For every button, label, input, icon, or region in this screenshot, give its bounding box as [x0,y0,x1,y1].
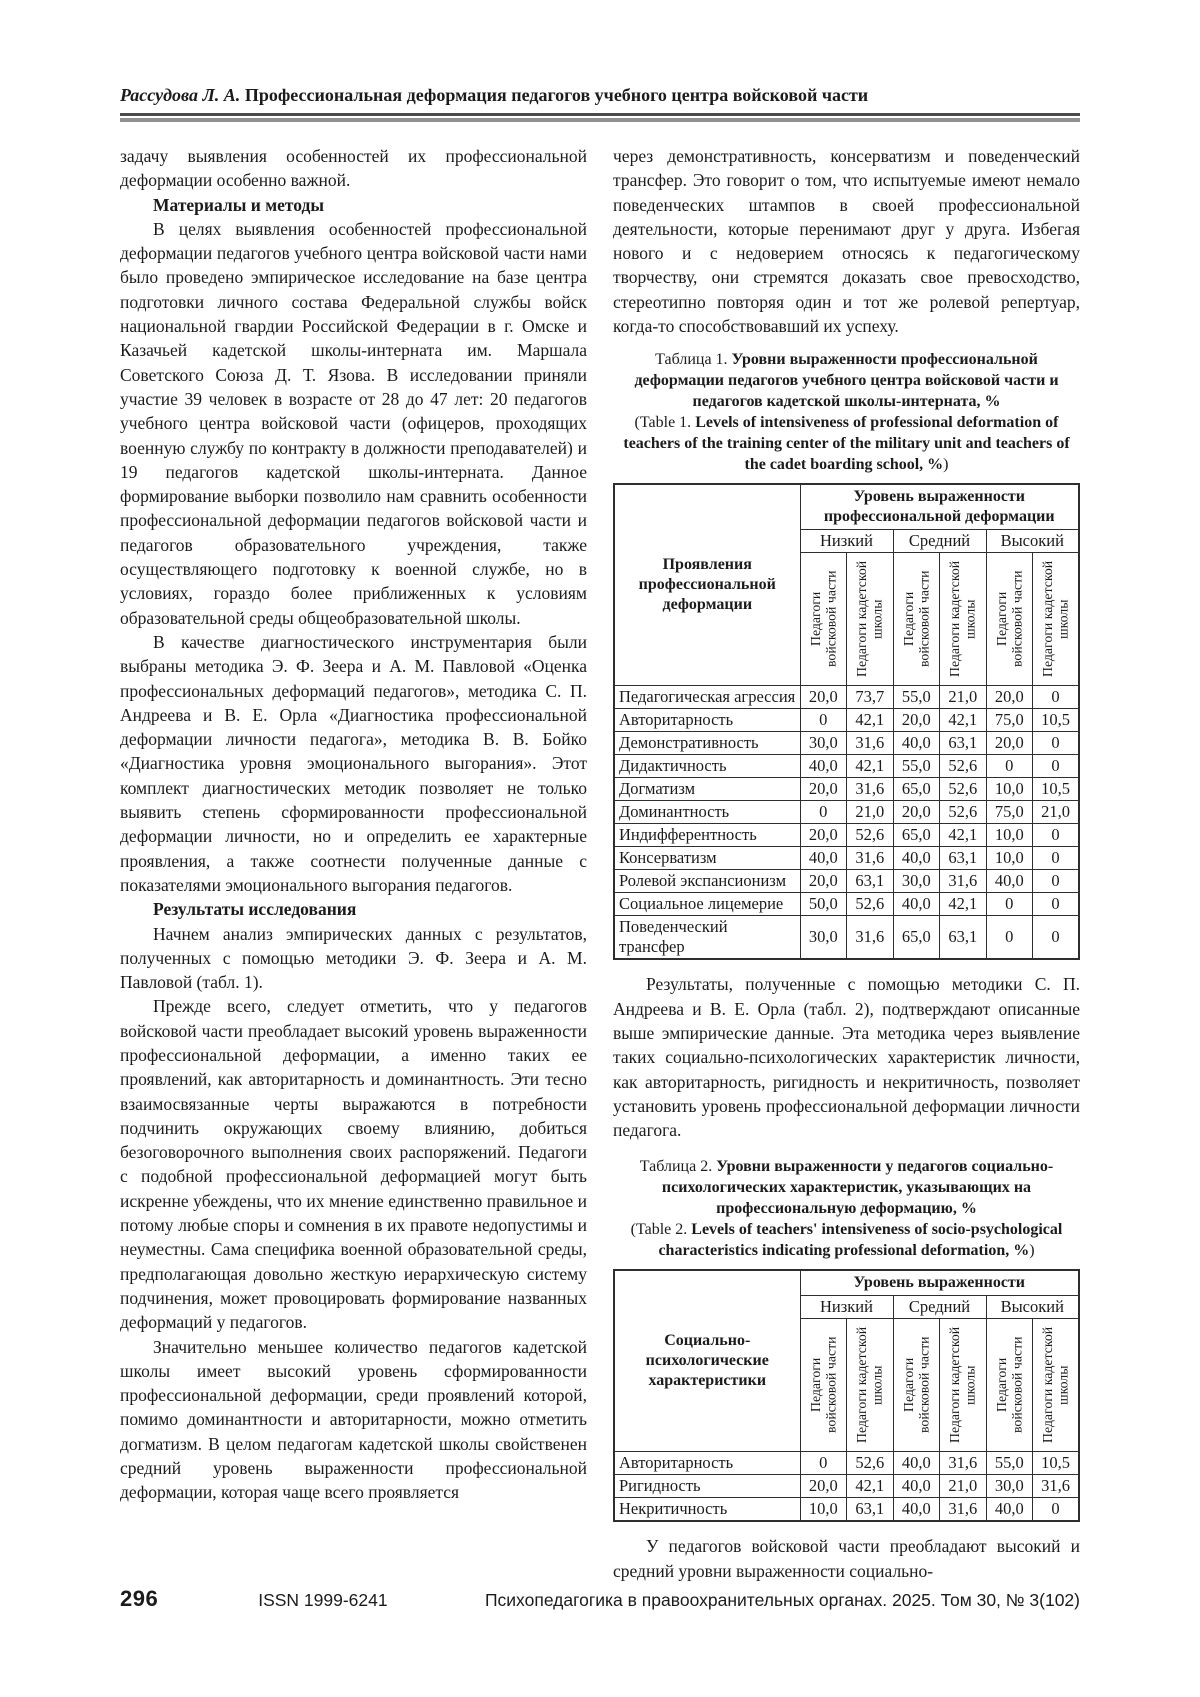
table-row: Педагогическая агрессия 20,0 73,7 55,0 21,0 20,0 0 [614,686,1079,709]
table2-stub-header: Социально-психологические характеристики [614,1270,800,1452]
table1-level-mid: Средний [893,530,986,553]
table2-level-mid: Средний [893,1296,986,1319]
two-column-body [120,144,1080,1583]
table-row: Авторитарность 0 42,1 20,0 42,1 75,0 10,5 [614,709,1079,732]
table2-subcol-header: Педагоги войсковой части [893,1319,940,1452]
table-row: Авторитарность 0 52,6 40,0 31,6 55,0 10,5 [614,1452,1079,1475]
body-paragraph: У педагогов войсковой части преобладают высокий и средний уровни выраженности социально- [613,1536,1080,1581]
table-row: Демонстративность 30,0 31,6 40,0 63,1 20,0 0 [614,732,1079,755]
page-footer [120,1586,1080,1612]
table-row: Доминантность 0 21,0 20,0 52,6 75,0 21,0 [614,801,1079,824]
table1-caption-en-title: Levels of intensiveness of professional deformation of teachers of the training center of the military unit and teachers of the cadet boarding school, % [623,414,1070,474]
body-paragraph: Значительно меньшее количество педагогов кадетской школы имеет высокий уровень сформированности профессиональной деформации, среди проявлений которой, помимо доминантности и авторитарности, можно отметить догматизм. В целом педагогам кадетской школы свойственен средний уровень выраженности профессиональной деформации, которая чаще всего проявляется [120,1336,587,1503]
body-paragraph: Прежде всего, следует отметить, что у педагогов войсковой части преобладает высокий уровень выраженности профессиональной деформации, а именно таких ее проявлений, как авторитарность и доминантность. Эти тесно взаимосвязанные черты выражаются в потребности подчинить окружающих своему влиянию, добиться безоговорочного выполнения своих распоряжений. Педагоги с подобной профессиональной деформацией могут быть искренне убеждены, что их мнение единственно правильное и потому любые споры и сомнения в их правоте недопустимы и неуместны. Сама специфика военной образовательной среды, предполагающая довольно жесткую иерархическую систему подчинения, может провоцировать формирование названных деформаций у педагогов. [120,996,587,1333]
table1-level-low: Низкий [800,530,893,553]
table-row: Индифферентность 20,0 52,6 65,0 42,1 10,0 0 [614,824,1079,847]
table2-level-high: Высокий [986,1296,1079,1319]
table2-caption-en-label: (Table 2. [630,1221,692,1239]
left-column [120,144,587,1583]
issn-label: ISSN 1999-6241 [258,1590,388,1610]
table2-caption-en-title: Levels of teachers' intensiveness of socio-psychological characteristics indicating professional deformation, % [658,1221,1063,1260]
table2-subcol-header: Педагоги кадетской школы [847,1319,894,1452]
journal-title: Психопедагогика в правоохранительных органах. 2025. Том 30, № 3(102) [484,1590,1080,1610]
section-heading-materials: Материалы и методы [153,194,325,215]
table1-subcol-header: Педагоги войсковой части [986,553,1033,686]
table1-caption [619,349,1074,475]
table1-subcol-header: Педагоги войсковой части [893,553,940,686]
table2-subcol-header: Педагоги кадетской школы [1033,1319,1080,1452]
table2-level-low: Низкий [800,1296,893,1319]
page-header [120,84,1080,122]
table-row: Ригидность 20,0 42,1 40,0 21,0 30,0 31,6 [614,1475,1079,1498]
table-row: Догматизм 20,0 31,6 65,0 52,6 10,0 10,5 [614,778,1079,801]
body-paragraph: задачу выявления особенностей их профессиональной деформации особенно важной. [120,146,587,191]
table1-caption-ru-title: Уровни выраженности профессиональной деформации педагогов учебного центра войсковой части и педагогов кадетской школы-интерната, % [634,351,1059,411]
table1-subcol-header: Педагоги кадетской школы [940,553,987,686]
table-row: Социальное лицемерие 50,0 52,6 40,0 42,1 0 0 [614,893,1079,916]
table2-span-header: Уровень выраженности [800,1270,1079,1296]
table1-caption-en-label: (Table 1. [634,414,696,432]
running-head [120,84,1080,106]
table1-stub-header: Проявления профессиональной деформации [614,484,800,686]
body-paragraph: Начнем анализ эмпирических данных с результатов, полученных с помощью методики Э. Ф. Зеера и А. М. Павловой (табл. 1). [120,923,587,993]
table-row: Дидактичность 40,0 42,1 55,0 52,6 0 0 [614,755,1079,778]
table2-caption [619,1156,1074,1261]
table1-subcol-header: Педагоги войсковой части [800,553,847,686]
table2-subcol-header: Педагоги войсковой части [986,1319,1033,1452]
table1 [613,483,1080,960]
table-row: Ролевой экспансионизм 20,0 63,1 30,0 31,6 40,0 0 [614,870,1079,893]
table2-caption-ru-title: Уровни выраженности у педагогов социально-психологических характеристик, указывающих на профессиональную деформацию, % [661,1158,1054,1218]
table2-subcol-header: Педагоги войсковой части [800,1319,847,1452]
body-paragraph: Результаты, полученные с помощью методики С. П. Андреева и В. Е. Орла (табл. 2), подтверждают описанные выше эмпирические данные. Эта методика через выявление таких социально-психологических характеристик личности, как авторитарность, ригидность и некритичность, позволяет установить уровень профессиональной деформации личности педагога. [613,974,1080,1141]
table2-caption-ru-label: Таблица 2. [639,1158,717,1176]
table-row: Поведенческий трансфер 30,0 31,6 65,0 63,1 0 0 [614,916,1079,960]
right-column [613,144,1080,1583]
section-heading-results: Результаты исследования [153,899,357,920]
table1-caption-en-close: ) [943,456,949,474]
table2-subcol-header: Педагоги кадетской школы [940,1319,987,1452]
table2 [613,1269,1080,1522]
table1-caption-ru-label: Таблица 1. [655,351,732,369]
header-rule-bottom [120,118,1080,122]
table1-level-high: Высокий [986,530,1079,553]
table-row: Некритичность 10,0 63,1 40,0 31,6 40,0 0 [614,1498,1079,1522]
body-paragraph: В качестве диагностического инструментария были выбраны методика Э. Ф. Зеера и А. М. Павловой «Оценка профессиональных деформаций педагогов», методика С. П. Андреева и В. Е. Орла «Диагностика профессиональной деформации личности педагога», методика В. В. Бойко «Диагностика уровня эмоционального выгорания». Этот комплект диагностических методик позволяет не только выявить степень сформированности профессиональной деформации личности, но и определить ее характерные проявления, а также соотнести полученные данные с показателями эмоционального выгорания педагогов. [120,631,587,895]
table1-subcol-header: Педагоги кадетской школы [847,553,894,686]
body-paragraph: В целях выявления особенностей профессиональной деформации педагогов учебного центра войсковой части нами было проведено эмпирическое исследование на базе центра подготовки личного состава Федеральной службы войск национальной гвардии Российской Федерации в г. Омске и Казачьей кадетской школы-интерната им. Маршала Советского Союза Д. Т. Язова. В исследовании приняли участие 39 человек в возрасте от 28 до 47 лет: 20 педагогов учебного центра войсковой части (офицеров, проходящих военную службу по контракту в должности преподавателей) и 19 педагогов кадетской школы-интерната. Данное формирование выборки позволило нам сравнить особенности профессиональной деформации педагогов войсковой части и педагогов образовательного учреждения, также осуществляющего подготовку к военной службе, но в условиях, гораздо более приближенных к условиям образовательной среды общеобразовательной школы. [120,218,587,628]
page-number: 296 [120,1586,159,1611]
running-head-author: Рассудова Л. А. [120,85,241,105]
running-head-title: Профессиональная деформация педагогов учебного центра войсковой части [244,85,869,105]
body-paragraph: через демонстративность, консерватизм и поведенческий трансфер. Это говорит о том, что испытуемые имеют немало поведенческих штампов в своей профессиональной деятельности, которые перенимают друг у друга. Избегая нового и с недоверием относясь к педагогическому творчеству, они стремятся доказать свое превосходство, стереотипно повторяя один и тот же ролевой репертуар, когда-то способствовавший их успеху. [613,146,1080,337]
table1-span-header: Уровень выраженности профессиональной деформации [800,484,1079,530]
header-rule-top [120,113,1080,116]
table2-caption-en-close: ) [1029,1242,1035,1260]
table1-subcol-header: Педагоги кадетской школы [1033,553,1080,686]
table-row: Консерватизм 40,0 31,6 40,0 63,1 10,0 0 [614,847,1079,870]
